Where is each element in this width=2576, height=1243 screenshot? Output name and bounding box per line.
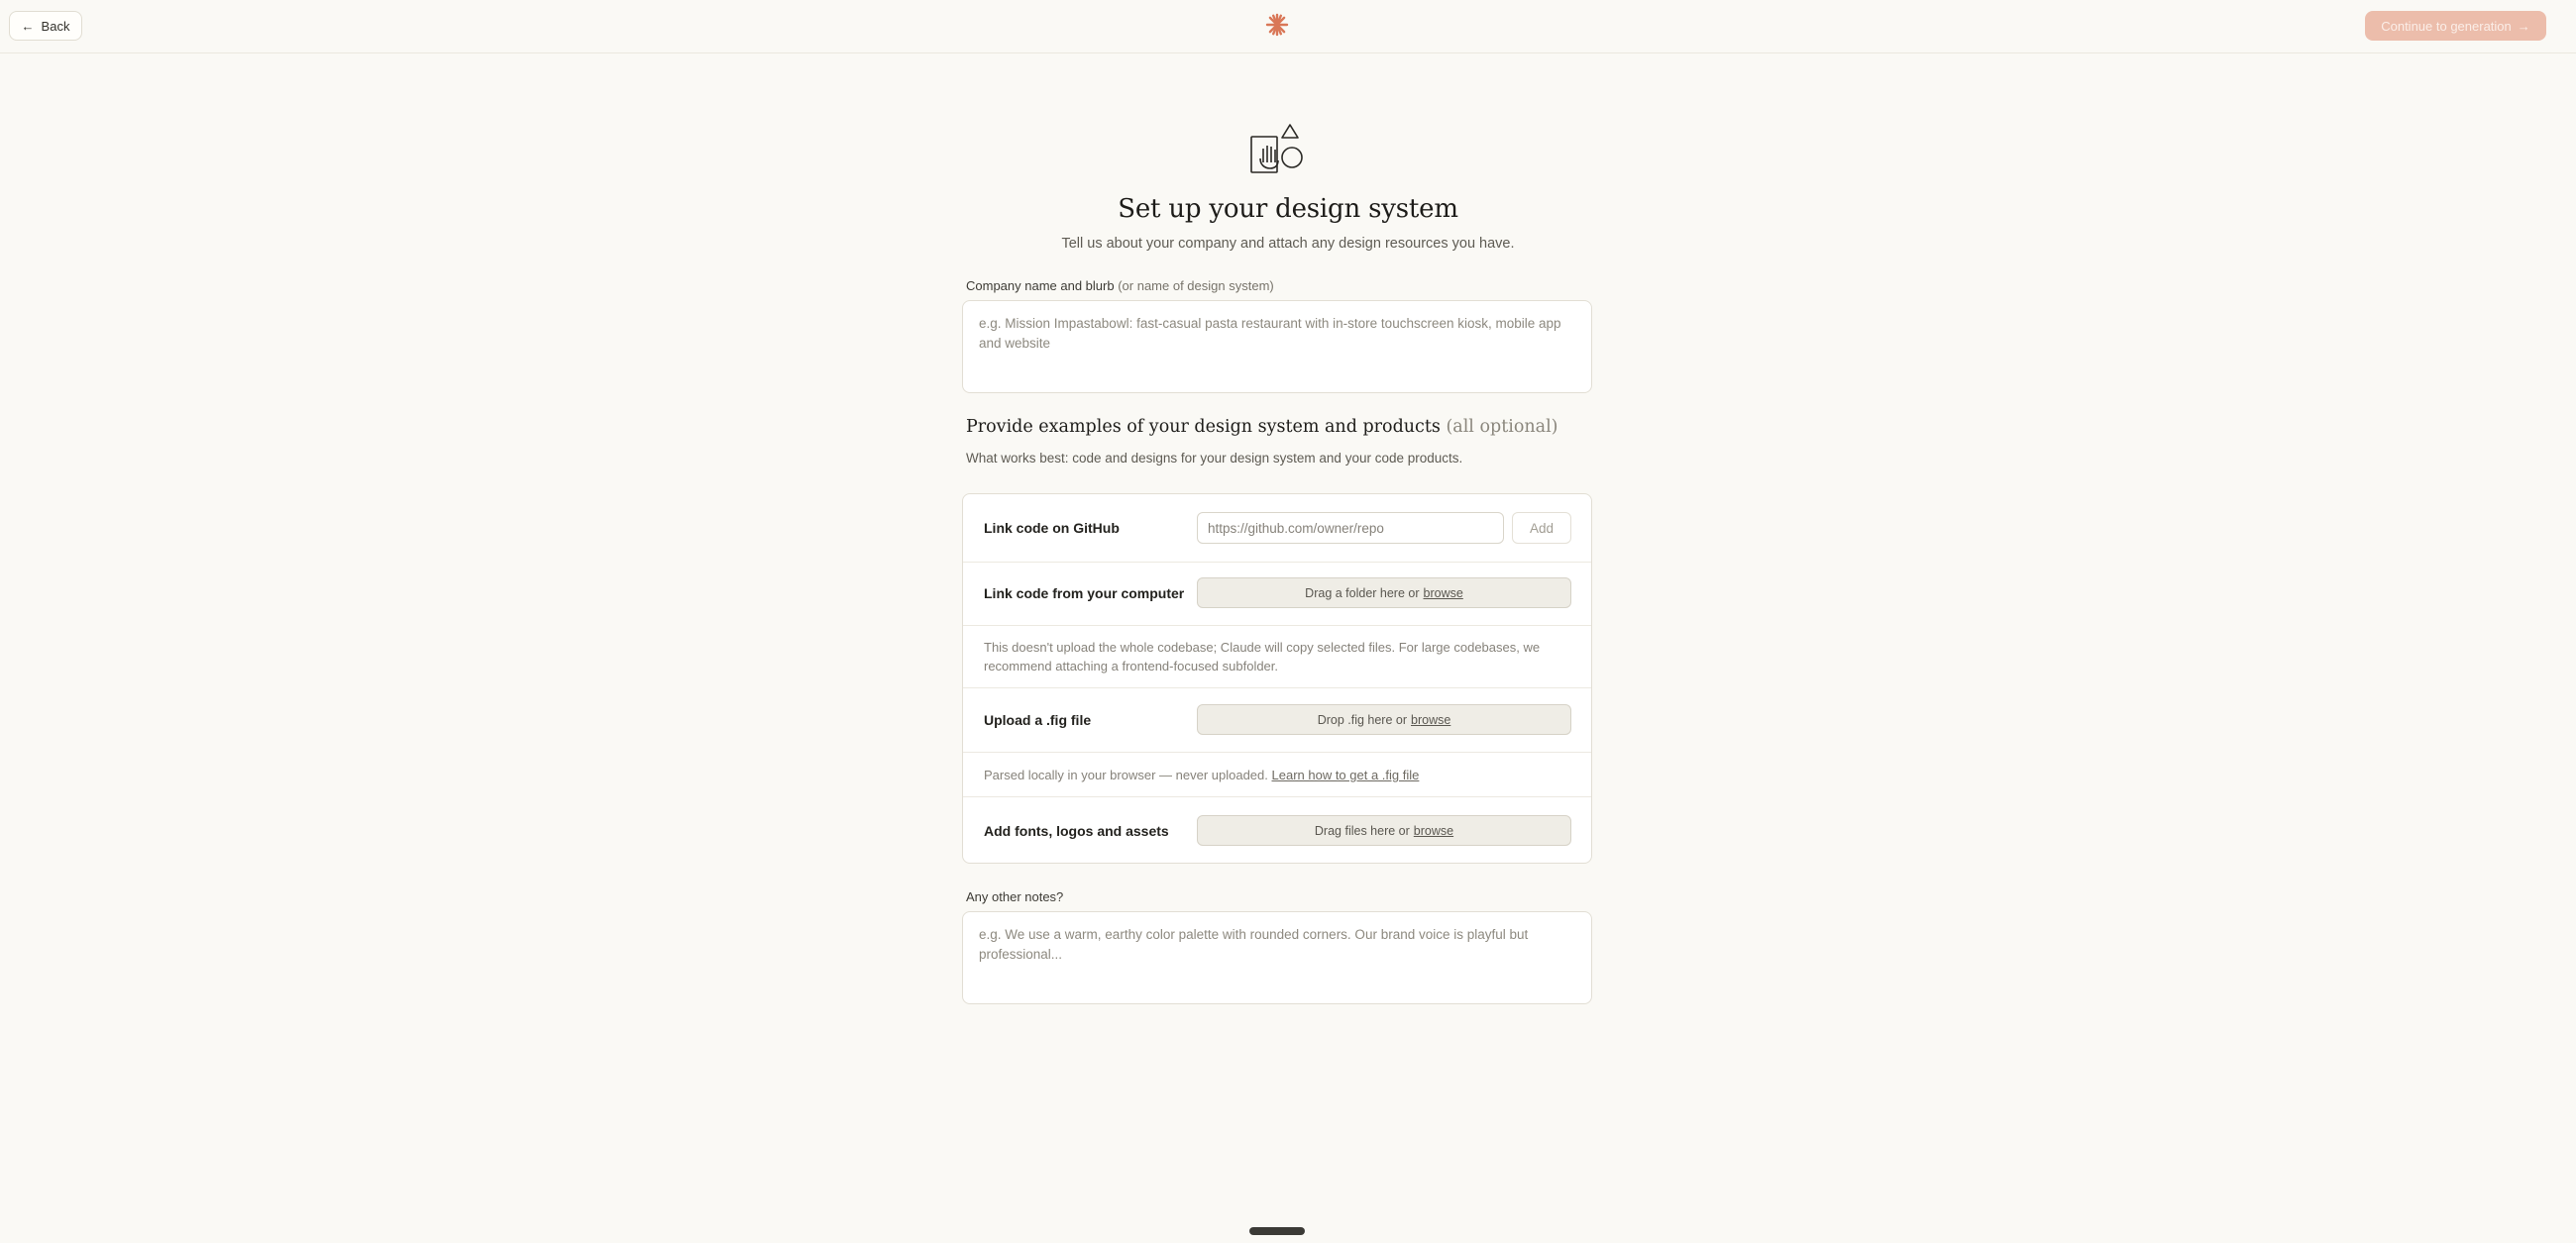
notes-field-label: Any other notes? <box>966 889 1064 904</box>
scroll-handle[interactable] <box>1249 1227 1305 1235</box>
examples-title-text: Provide examples of your design system and products <box>966 417 1441 437</box>
folder-drop-text: Drag a folder here or <box>1305 585 1420 600</box>
arrow-right-icon: → <box>2517 18 2530 34</box>
computer-help-text: This doesn't upload the whole codebase; Claude will copy selected files. For large codebases, we recommend attaching a frontend-focused subfolder. <box>984 640 1541 673</box>
assets-browse-link[interactable]: browse <box>1413 823 1454 838</box>
github-row <box>963 494 1591 562</box>
claude-logo-icon <box>1265 13 1289 37</box>
continue-button-label: Continue to generation <box>2381 18 2512 34</box>
computer-row-label: Link code from your computer <box>984 585 1185 601</box>
folder-browse-link[interactable]: browse <box>1423 585 1463 600</box>
company-blurb-placeholder: e.g. Mission Impastabowl: fast-casual pasta restaurant with in-store touchscreen kiosk, mobile app and website <box>979 316 1561 351</box>
examples-title-optional: (all optional) <box>1446 417 1558 437</box>
github-url-input[interactable] <box>1197 512 1504 544</box>
computer-help-row <box>963 625 1591 687</box>
folder-dropzone[interactable] <box>1197 577 1571 608</box>
page-subtitle: Tell us about your company and attach any design resources you have. <box>1061 236 1515 252</box>
examples-section-description: What works best: code and designs for your design system and your code products. <box>966 451 1463 466</box>
continue-to-generation-button[interactable] <box>2365 11 2546 41</box>
computer-row <box>963 562 1591 625</box>
fig-help-sentence: Parsed locally in your browser — never uploaded. <box>984 768 1268 782</box>
fig-row-label: Upload a .fig file <box>984 712 1092 728</box>
fig-help-text <box>984 766 1578 784</box>
fig-drop-text: Drop .fig here or <box>1317 712 1408 727</box>
assets-dropzone[interactable] <box>1197 815 1571 846</box>
resources-card <box>962 493 1592 864</box>
notes-placeholder: e.g. We use a warm, earthy color palette with rounded corners. Our brand voice is playful but professional... <box>979 927 1529 962</box>
github-url-placeholder: https://github.com/owner/repo <box>1208 520 1384 536</box>
notes-input[interactable] <box>962 911 1592 1004</box>
fig-dropzone[interactable] <box>1197 704 1571 735</box>
fig-help-link[interactable]: Learn how to get a .fig file <box>1271 768 1420 782</box>
fig-browse-link[interactable]: browse <box>1411 712 1451 727</box>
company-blurb-input[interactable] <box>962 300 1592 393</box>
add-github-button[interactable]: Add <box>1512 512 1571 544</box>
page-title: Set up your design system <box>1118 194 1458 224</box>
shapes-icon <box>1247 123 1305 176</box>
assets-drop-text: Drag files here or <box>1314 823 1410 838</box>
company-label-hint: (or name of design system) <box>1118 278 1274 293</box>
github-row-label: Link code on GitHub <box>984 520 1120 536</box>
company-label-text: Company name and blurb <box>966 278 1115 293</box>
fig-help-row <box>963 752 1591 796</box>
back-button-label: Back <box>41 18 70 34</box>
assets-row <box>963 796 1591 863</box>
top-bar <box>0 0 2576 53</box>
examples-section-title <box>966 417 1558 437</box>
back-button[interactable] <box>9 11 82 41</box>
fig-row <box>963 687 1591 752</box>
arrow-left-icon: ← <box>21 18 35 34</box>
assets-row-label: Add fonts, logos and assets <box>984 823 1169 839</box>
company-field-label <box>966 278 1274 293</box>
